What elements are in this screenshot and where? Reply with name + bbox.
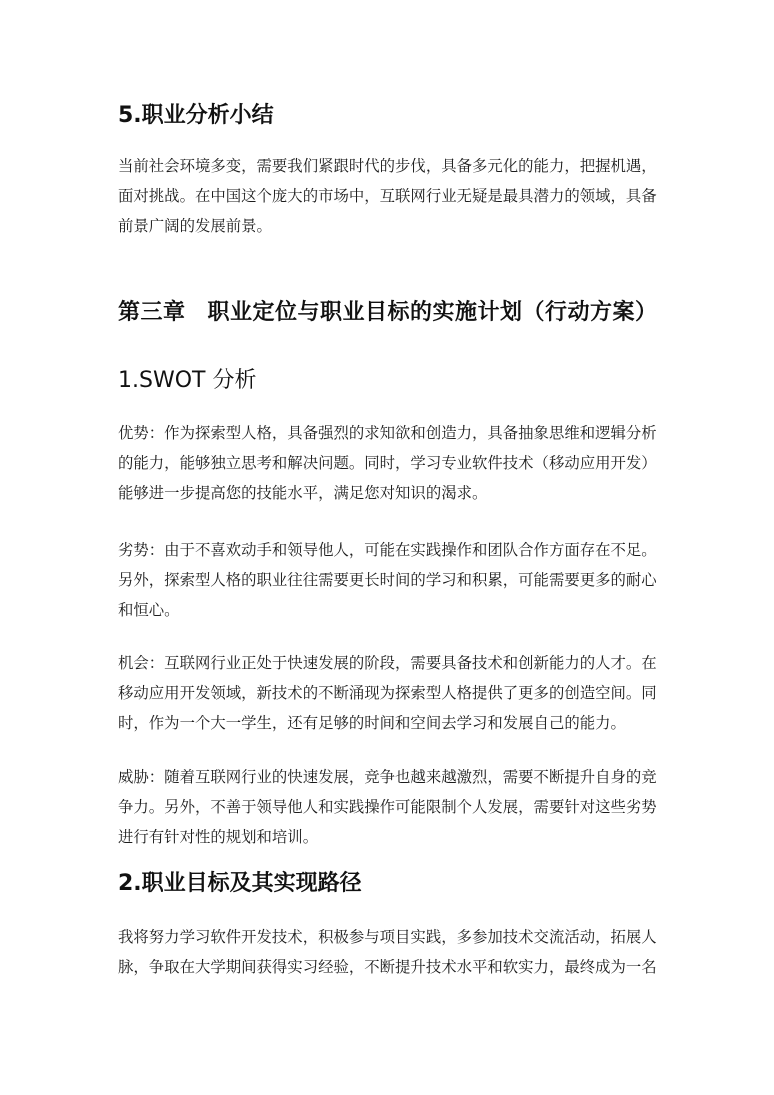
chapter-label: 第三章 <box>118 300 186 325</box>
swot-strengths-paragraph <box>118 418 660 508</box>
paragraph-line: 优势：作为探索型人格，具备强烈的求知欲和创造力，具备抽象思维和逻辑分析 <box>118 424 657 442</box>
paragraph-line: 争力。另外，不善于领导他人和实践操作可能限制个人发展，需要针对这些劣势 <box>118 798 657 816</box>
paragraph-line: 机会：互联网行业正处于快速发展的阶段，需要具备技术和创新能力的人才。在 <box>118 654 657 672</box>
paragraph-line: 另外，探索型人格的职业往往需要更长时间的学习和积累，可能需要更多的耐心 <box>118 571 657 589</box>
swot-weaknesses-paragraph <box>118 535 660 625</box>
paragraph-line: 和恒心。 <box>118 601 180 619</box>
paragraph-line: 我将努力学习软件开发技术，积极参与项目实践，多参加技术交流活动，拓展人 <box>118 928 657 946</box>
paragraph-line: 能够进一步提高您的技能水平，满足您对知识的渴求。 <box>118 484 488 502</box>
paragraph-line: 移动应用开发领域，新技术的不断涌现为探索型人格提供了更多的创造空间。同 <box>118 684 657 702</box>
paragraph-line: 威胁：随着互联网行业的快速发展，竞争也越来越激烈，需要不断提升自身的竞 <box>118 768 657 786</box>
chapter-title: 职业定位与职业目标的实施计划（行动方案） <box>207 300 658 325</box>
chapter-3-heading <box>118 298 658 328</box>
paragraph-line: 的能力，能够独立思考和解决问题。同时，学习专业软件技术（移动应用开发） <box>118 454 657 472</box>
paragraph-line: 前景广阔的发展前景。 <box>118 217 272 235</box>
section-5-paragraph <box>118 151 660 241</box>
paragraph-line: 进行有针对性的规划和培训。 <box>118 828 319 846</box>
paragraph-line: 面对挑战。在中国这个庞大的市场中，互联网行业无疑是最具潜力的领域，具备 <box>118 187 657 205</box>
section-5-heading: 5.职业分析小结 <box>118 103 274 128</box>
paragraph-line: 当前社会环境多变，需要我们紧跟时代的步伐，具备多元化的能力，把握机遇， <box>118 157 657 175</box>
paragraph-line: 时，作为一个大一学生，还有足够的时间和空间去学习和发展自己的能力。 <box>118 714 626 732</box>
paragraph-line: 劣势：由于不喜欢动手和领导他人，可能在实践操作和团队合作方面存在不足。 <box>118 541 657 559</box>
swot-threats-paragraph <box>118 762 660 852</box>
career-goals-heading: 2.职业目标及其实现路径 <box>118 871 362 896</box>
swot-heading: 1.SWOT 分析 <box>118 368 257 393</box>
swot-opportunities-paragraph <box>118 648 660 738</box>
career-goals-paragraph <box>118 922 660 982</box>
paragraph-line: 脉，争取在大学期间获得实习经验，不断提升技术水平和软实力，最终成为一名 <box>118 958 657 976</box>
